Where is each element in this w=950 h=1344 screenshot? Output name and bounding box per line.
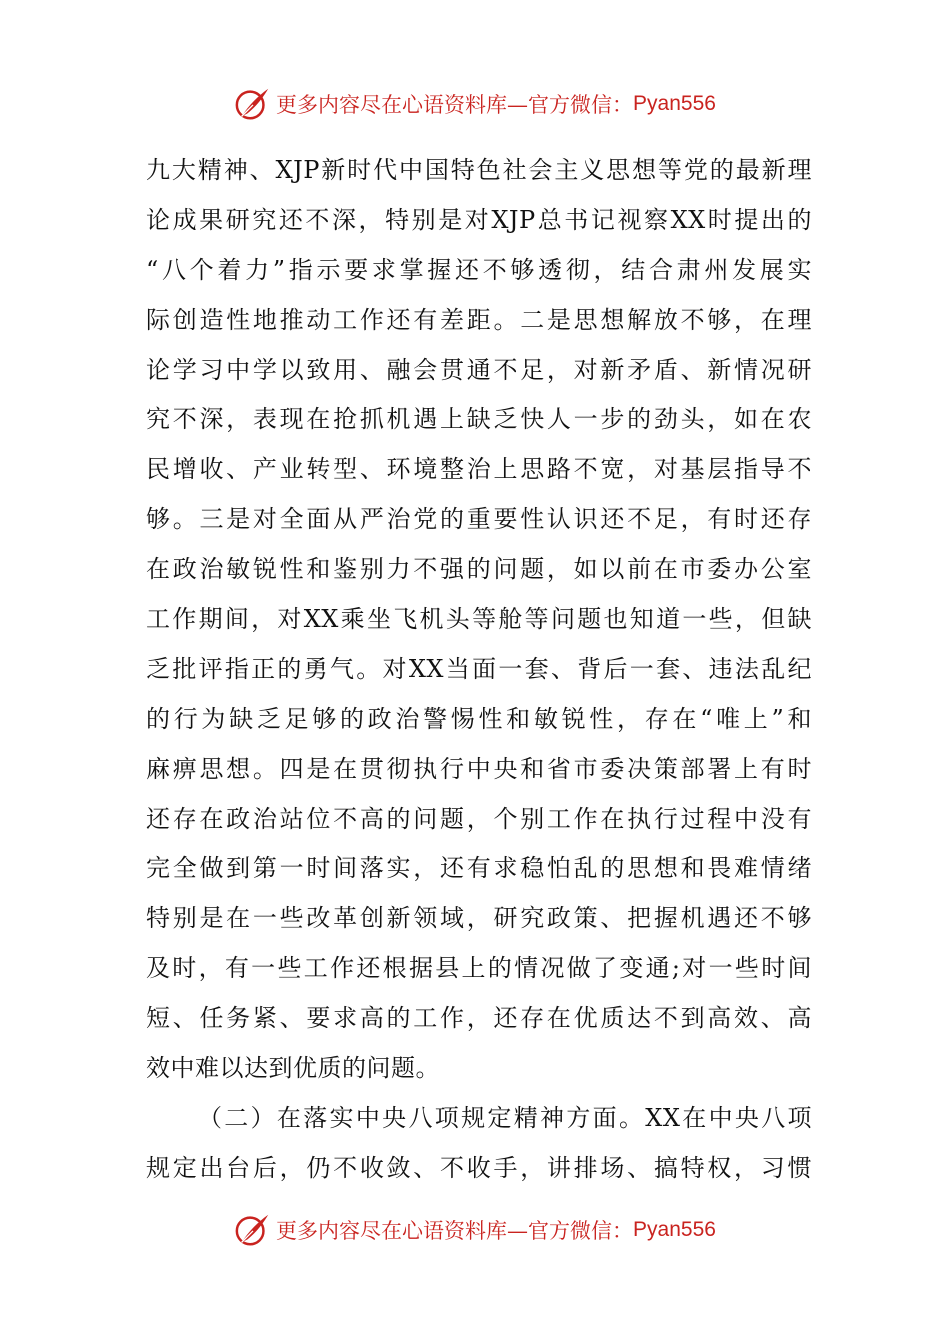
- banner-wechat-id: Pyan556: [633, 92, 716, 115]
- text-line: 及时，有一些工作还根据县上的情况做了变通;对一些时间: [146, 954, 812, 983]
- quill-logo-icon: [234, 85, 272, 123]
- text-line: 工作期间，对XX乘坐飞机头等舱等问题也知道一些，但缺: [146, 605, 812, 634]
- banner-wechat-id: Pyan556: [633, 1218, 716, 1241]
- text-line: 论学习中学以致用、融会贯通不足，对新矛盾、新情况研: [146, 355, 812, 384]
- text-line: 乏批评指正的勇气。对XX当面一套、背后一套、违法乱纪: [146, 654, 812, 683]
- text-line: 特别是在一些改革创新领域，研究政策、把握机遇还不够: [146, 904, 812, 933]
- text-line: 麻痹思想。四是在贯彻执行中央和省市委决策部署上有时: [146, 754, 812, 783]
- banner-text: 更多内容尽在心语资料库—官方微信：: [276, 93, 634, 117]
- header-banner: [0, 82, 950, 126]
- text-line: 九大精神、XJP新时代中国特色社会主义思想等党的最新理: [146, 156, 812, 184]
- text-line: 还存在政治站位不高的问题，个别工作在执行过程中没有: [146, 804, 812, 833]
- text-line: 论成果研究还不深，特别是对XJP总书记视察XX时提出的: [146, 205, 812, 234]
- text-line: 际创造性地推动工作还有差距。二是思想解放不够，在理: [146, 305, 812, 334]
- text-line: 短、任务紧、要求高的工作，还存在优质达不到高效、高: [146, 1004, 812, 1033]
- text-line: “八个着力”指示要求掌握还不够透彻，结合肃州发展实: [146, 255, 812, 284]
- text-line: 规定出台后，仍不收敛、不收手，讲排场、搞特权，习惯: [146, 1153, 812, 1182]
- banner-text: 更多内容尽在心语资料库—官方微信：: [276, 1219, 634, 1243]
- text-line: 在政治敏锐性和鉴别力不强的问题，如以前在市委办公室: [146, 555, 812, 584]
- text-line: 民增收、产业转型、环境整治上思路不宽，对基层指导不: [146, 455, 812, 484]
- text-line: 效中难以达到优质的问题。: [146, 1054, 440, 1083]
- section-heading-line: （二）在落实中央八项规定精神方面。XX在中央八项: [198, 1103, 812, 1132]
- footer-banner: [0, 1208, 950, 1252]
- quill-logo-icon: [234, 1211, 272, 1249]
- text-line: 究不深，表现在抢抓机遇上缺乏快人一步的劲头，如在农: [146, 405, 812, 434]
- text-line: 够。三是对全面从严治党的重要性认识还不足，有时还存: [146, 505, 812, 534]
- text-line: 完全做到第一时间落实，还有求稳怕乱的思想和畏难情绪: [146, 854, 812, 883]
- document-body: [146, 146, 812, 1194]
- text-line: 的行为缺乏足够的政治警惕性和敏锐性，存在“唯上”和: [146, 704, 812, 733]
